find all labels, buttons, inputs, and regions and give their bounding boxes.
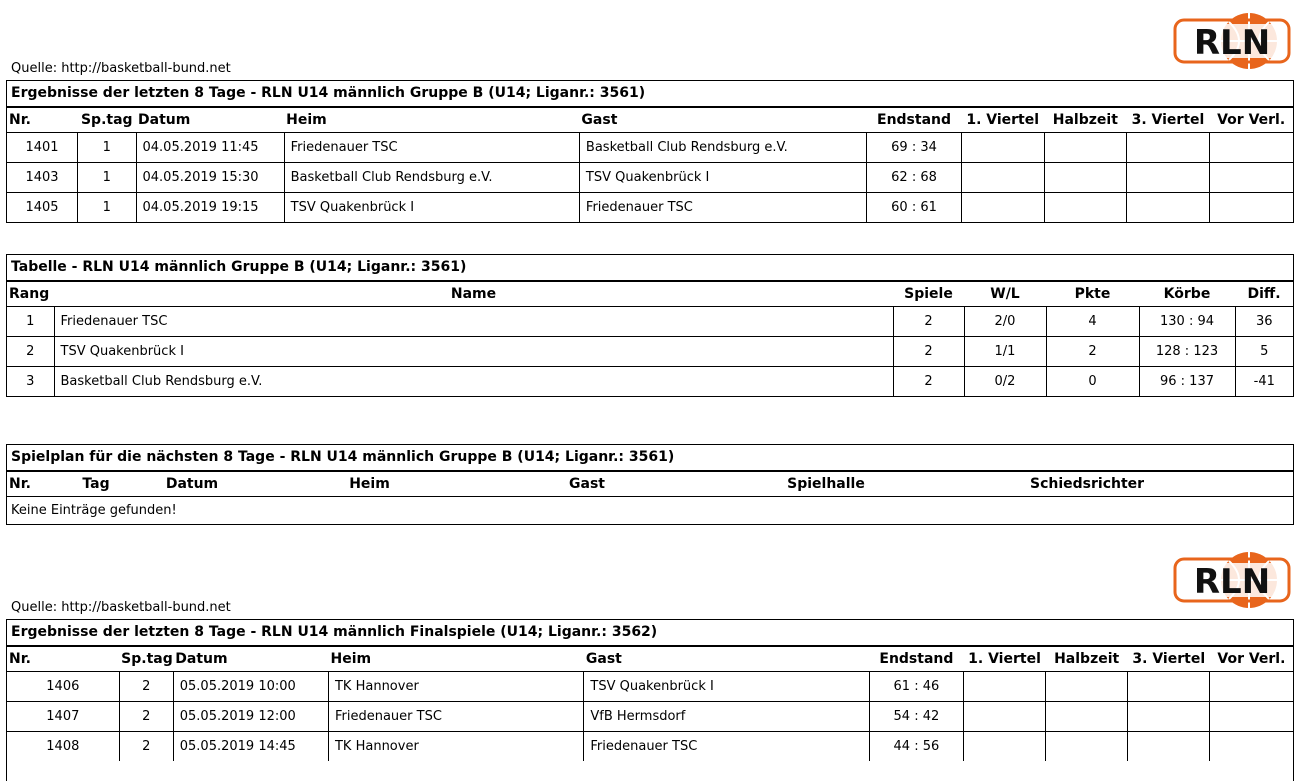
table-row: 1406 2 05.05.2019 10:00 TK Hannover TSV Quakenbrück I 61 : 46 bbox=[7, 672, 1293, 702]
col-rang: Rang bbox=[9, 286, 50, 302]
table-row: 1403 1 04.05.2019 15:30 Basketball Club Rendsburg e.V. TSV Quakenbrück I 62 : 68 bbox=[7, 163, 1293, 193]
col-spiele: Spiele bbox=[904, 286, 953, 302]
schedule-title: Spielplan für die nächsten 8 Tage - RLN U14 männlich Gruppe B (U14; Liganr.: 3561) bbox=[7, 445, 1293, 472]
results-finals-title: Ergebnisse der letzten 8 Tage - RLN U14 männlich Finalspiele (U14; Liganr.: 3562) bbox=[7, 620, 1293, 647]
logo-text: RLN bbox=[1193, 562, 1271, 602]
rln-logo bbox=[1173, 12, 1291, 70]
results-group-b-title: Ergebnisse der letzten 8 Tage - RLN U14 männlich Gruppe B (U14; Liganr.: 3561) bbox=[7, 81, 1293, 108]
results-group-b bbox=[6, 80, 1294, 223]
source-label: Quelle: http://basketball-bund.net bbox=[11, 61, 231, 76]
col-gast: Gast bbox=[581, 112, 618, 128]
schedule-table bbox=[7, 472, 1293, 524]
col-spielhalle: Spielhalle bbox=[787, 476, 865, 492]
col-koerbe: Körbe bbox=[1163, 286, 1211, 302]
col-ot: Vor Verl. bbox=[1217, 112, 1286, 128]
results-group-b-table bbox=[7, 108, 1293, 222]
standings-title: Tabelle - RLN U14 männlich Gruppe B (U14; Liganr.: 3561) bbox=[7, 255, 1293, 282]
schedule-group-b bbox=[6, 444, 1294, 525]
col-datum: Datum bbox=[165, 476, 219, 492]
standings-table bbox=[7, 282, 1293, 396]
col-pkte: Pkte bbox=[1074, 286, 1111, 302]
col-diff: Diff. bbox=[1247, 286, 1281, 302]
col-nr: Nr. bbox=[9, 112, 31, 128]
col-heim: Heim bbox=[286, 112, 327, 128]
table-row: 1408 2 05.05.2019 14:45 TK Hannover Friedenauer TSC 44 : 56 bbox=[7, 732, 1293, 762]
col-name: Name bbox=[450, 286, 497, 302]
col-half: Halbzeit bbox=[1052, 112, 1118, 128]
col-sptag: Sp.tag bbox=[121, 651, 173, 667]
col-sptag: Sp.tag bbox=[80, 112, 133, 128]
col-schiedsrichter: Schiedsrichter bbox=[1030, 476, 1145, 492]
logo-text: RLN bbox=[1193, 23, 1271, 63]
standings-group-b bbox=[6, 254, 1294, 397]
col-heim: Heim bbox=[349, 476, 390, 492]
table-row: 1401 1 04.05.2019 11:45 Friedenauer TSC Basketball Club Rendsburg e.V. 69 : 34 bbox=[7, 133, 1293, 163]
col-half: Halbzeit bbox=[1054, 651, 1120, 667]
table-row: 1405 1 04.05.2019 19:15 TSV Quakenbrück I Friedenauer TSC 60 : 61 bbox=[7, 193, 1293, 223]
col-gast: Gast bbox=[585, 651, 622, 667]
table-row: 3 Basketball Club Rendsburg e.V. 2 0/2 0 96 : 137 -41 bbox=[7, 367, 1293, 397]
col-ot: Vor Verl. bbox=[1217, 651, 1286, 667]
col-endstand: Endstand bbox=[879, 651, 954, 667]
table-row: 1407 2 05.05.2019 12:00 Friedenauer TSC VfB Hermsdorf 54 : 42 bbox=[7, 702, 1293, 732]
col-gast: Gast bbox=[569, 476, 605, 492]
col-tag: Tag bbox=[82, 476, 110, 492]
col-q1: 1. Viertel bbox=[966, 112, 1040, 128]
table-row: 2 TSV Quakenbrück I 2 1/1 2 128 : 123 5 bbox=[7, 337, 1293, 367]
results-finals-table bbox=[7, 647, 1293, 761]
table-row: 1 Friedenauer TSC 2 2/0 4 130 : 94 36 bbox=[7, 307, 1293, 337]
col-datum: Datum bbox=[175, 651, 228, 667]
empty-row bbox=[7, 497, 1293, 525]
source-label: Quelle: http://basketball-bund.net bbox=[11, 600, 231, 615]
col-q3: 3. Viertel bbox=[1132, 651, 1206, 667]
col-q1: 1. Viertel bbox=[968, 651, 1041, 667]
rln-logo bbox=[1173, 551, 1291, 609]
col-heim: Heim bbox=[330, 651, 372, 667]
col-wl: W/L bbox=[990, 286, 1020, 302]
results-finals bbox=[6, 619, 1294, 781]
col-nr: Nr. bbox=[9, 476, 31, 492]
col-nr: Nr. bbox=[9, 651, 31, 667]
col-datum: Datum bbox=[138, 112, 191, 128]
col-q3: 3. Viertel bbox=[1131, 112, 1205, 128]
empty-message: Keine Einträge gefunden! bbox=[7, 497, 1293, 525]
col-endstand: Endstand bbox=[877, 112, 952, 128]
